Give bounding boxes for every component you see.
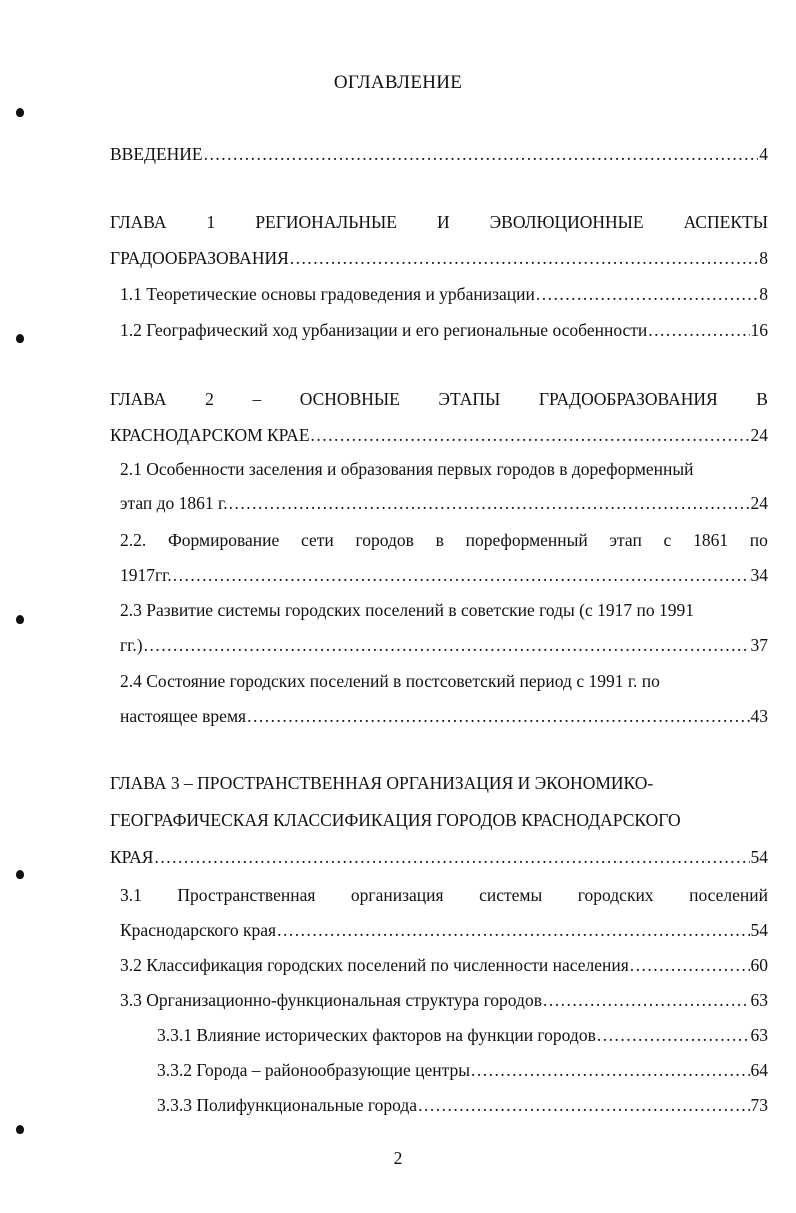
toc-word: ГЛАВА: [110, 212, 167, 232]
toc-leader-dots: [597, 1023, 750, 1047]
toc-leader-dots: [418, 1093, 749, 1117]
toc-leader-dots: [247, 704, 749, 728]
toc-section-3-3-1: [157, 1023, 768, 1047]
toc-chapter-3-line-2: [110, 808, 768, 832]
toc-chapter-3-line-3: [110, 845, 768, 869]
toc-entry-label: 1.2 Географический ход урбанизации и его региональные особенности: [120, 320, 648, 340]
toc-leader-dots: [173, 563, 750, 587]
toc-word: ГЛАВА: [110, 389, 167, 409]
toc-entry-page: 37: [750, 635, 768, 655]
binder-hole-mark: [16, 615, 24, 624]
toc-entry-label: 1917гг.: [120, 565, 172, 585]
toc-chapter-2-line-1: [110, 387, 768, 411]
toc-entry-page: 60: [750, 955, 768, 975]
toc-section-3-3-2: [157, 1058, 768, 1082]
toc-entry-label: 1.1 Теоретические основы градоведения и урбанизации: [120, 284, 535, 304]
toc-word: сети: [301, 530, 334, 550]
toc-entry-label: 2.1 Особенности заселения и образования первых городов в дореформенный: [120, 459, 694, 479]
toc-section-2-4-line-2: [120, 704, 768, 728]
toc-section-2-3-line-2: [120, 633, 768, 657]
toc-section-3-3-3: [157, 1093, 768, 1117]
toc-leader-dots: [290, 246, 758, 270]
toc-word: ЭТАПЫ: [438, 389, 501, 409]
toc-entry-label: 3.3.2 Города – районообразующие центры: [157, 1060, 471, 1080]
toc-word: В: [756, 389, 768, 409]
toc-entry-page: 24: [750, 425, 768, 445]
toc-word: 1861: [693, 530, 729, 550]
toc-entry-page: 8: [759, 248, 768, 268]
toc-entry-intro: [110, 142, 768, 166]
toc-entry-page: 63: [750, 990, 768, 1010]
toc-word: 1: [206, 212, 216, 232]
toc-word: поселений: [689, 885, 768, 905]
toc-section-2-1-line-1: [120, 457, 768, 481]
toc-word: с: [663, 530, 672, 550]
toc-entry-label: 2.4 Состояние городских поселений в постсоветский период с 1991 г. по: [120, 671, 660, 691]
toc-entry-page: 24: [750, 493, 768, 513]
toc-entry-page: 43: [750, 706, 768, 726]
toc-word: системы: [479, 885, 543, 905]
toc-word: ОСНОВНЫЕ: [299, 389, 400, 409]
toc-word: 2: [205, 389, 214, 409]
toc-entry-label: 3.3.3 Полифункциональные города: [157, 1095, 418, 1115]
toc-leader-dots: [311, 423, 750, 447]
toc-word: РЕГИОНАЛЬНЫЕ: [255, 212, 397, 232]
toc-entry-label: Краснодарского края: [120, 920, 277, 940]
toc-entry-label: ГРАДООБРАЗОВАНИЯ: [110, 248, 289, 268]
toc-section-2-4-line-1: [120, 669, 768, 693]
toc-entry-label: ГЛАВА 3 – ПРОСТРАНСТВЕННАЯ ОРГАНИЗАЦИЯ И ЭКОНОМИКО-: [110, 773, 654, 793]
toc-section-1-2: [120, 318, 768, 342]
toc-leader-dots: [630, 953, 750, 977]
binder-hole-mark: [16, 1125, 24, 1134]
toc-entry-label: КРАСНОДАРСКОМ КРАЕ: [110, 425, 310, 445]
toc-leader-dots: [277, 918, 749, 942]
binder-hole-mark: [16, 870, 24, 879]
toc-entry-label: 3.3.1 Влияние исторических факторов на функции городов: [157, 1025, 596, 1045]
toc-leader-dots: [204, 142, 759, 166]
toc-entry-page: 63: [750, 1025, 768, 1045]
toc-entry-page: 8: [759, 284, 768, 304]
toc-chapter-3-line-1: [110, 771, 768, 795]
toc-leader-dots: [543, 988, 750, 1012]
toc-leader-dots: [154, 845, 749, 869]
toc-section-2-2-line-2: [120, 563, 768, 587]
toc-entry-page: 4: [759, 144, 768, 164]
toc-entry-page: 16: [750, 320, 768, 340]
page-title: ОГЛАВЛЕНИЕ: [333, 72, 463, 93]
toc-entry-page: 64: [750, 1060, 768, 1080]
toc-leader-dots: [229, 491, 750, 515]
toc-word: этап: [609, 530, 642, 550]
toc-word: ГРАДООБРАЗОВАНИЯ: [538, 389, 718, 409]
toc-section-3-2: [120, 953, 768, 977]
toc-chapter-1-line-1: [110, 210, 768, 234]
toc-entry-label: этап до 1861 г.: [120, 493, 228, 513]
page-number: 2: [393, 1148, 403, 1168]
toc-entry-page: 54: [750, 847, 768, 867]
toc-entry-label: 3.3 Организационно-функциональная структура городов: [120, 990, 542, 1010]
toc-chapter-1-line-2: [110, 246, 768, 270]
toc-word: –: [252, 389, 262, 409]
toc-entry-page: 73: [750, 1095, 768, 1115]
toc-leader-dots: [471, 1058, 749, 1082]
toc-section-2-2-line-1: [120, 528, 768, 552]
toc-word: 2.2.: [120, 530, 147, 550]
toc-entry-page: 34: [750, 565, 768, 585]
toc-section-2-1-line-2: [120, 491, 768, 515]
toc-leader-dots: [536, 282, 758, 306]
binder-hole-mark: [16, 334, 24, 343]
toc-entry-label: ВВЕДЕНИЕ: [110, 144, 203, 164]
toc-word: городов: [355, 530, 414, 550]
toc-word: по: [749, 530, 768, 550]
toc-word: 3.1: [120, 885, 142, 905]
toc-word: городских: [577, 885, 654, 905]
toc-word: ЭВОЛЮЦИОННЫЕ: [489, 212, 644, 232]
toc-entry-label: 3.2 Классификация городских поселений по численности населения: [120, 955, 629, 975]
toc-entry-label: гг.): [120, 635, 143, 655]
toc-entry-label: ГЕОГРАФИЧЕСКАЯ КЛАССИФИКАЦИЯ ГОРОДОВ КРАСНОДАРСКОГО: [110, 810, 681, 830]
toc-word: в: [435, 530, 444, 550]
toc-entry-label: КРАЯ: [110, 847, 154, 867]
toc-word: Пространственная: [177, 885, 316, 905]
toc-leader-dots: [144, 633, 750, 657]
toc-section-2-3-line-1: [120, 598, 768, 622]
toc-section-3-1-line-1: [120, 883, 768, 907]
toc-word: АСПЕКТЫ: [683, 212, 768, 232]
toc-entry-label: 2.3 Развитие системы городских поселений в советские годы (с 1917 по 1991: [120, 600, 694, 620]
toc-section-1-1: [120, 282, 768, 306]
toc-chapter-2-line-2: [110, 423, 768, 447]
toc-leader-dots: [648, 318, 749, 342]
toc-word: организация: [350, 885, 444, 905]
toc-section-3-3: [120, 988, 768, 1012]
toc-entry-label: настоящее время: [120, 706, 247, 726]
toc-entry-page: 54: [750, 920, 768, 940]
toc-word: Формирование: [167, 530, 280, 550]
binder-hole-mark: [16, 108, 24, 117]
toc-section-3-1-line-2: [120, 918, 768, 942]
toc-word: пореформенный: [465, 530, 588, 550]
toc-word: И: [436, 212, 450, 232]
